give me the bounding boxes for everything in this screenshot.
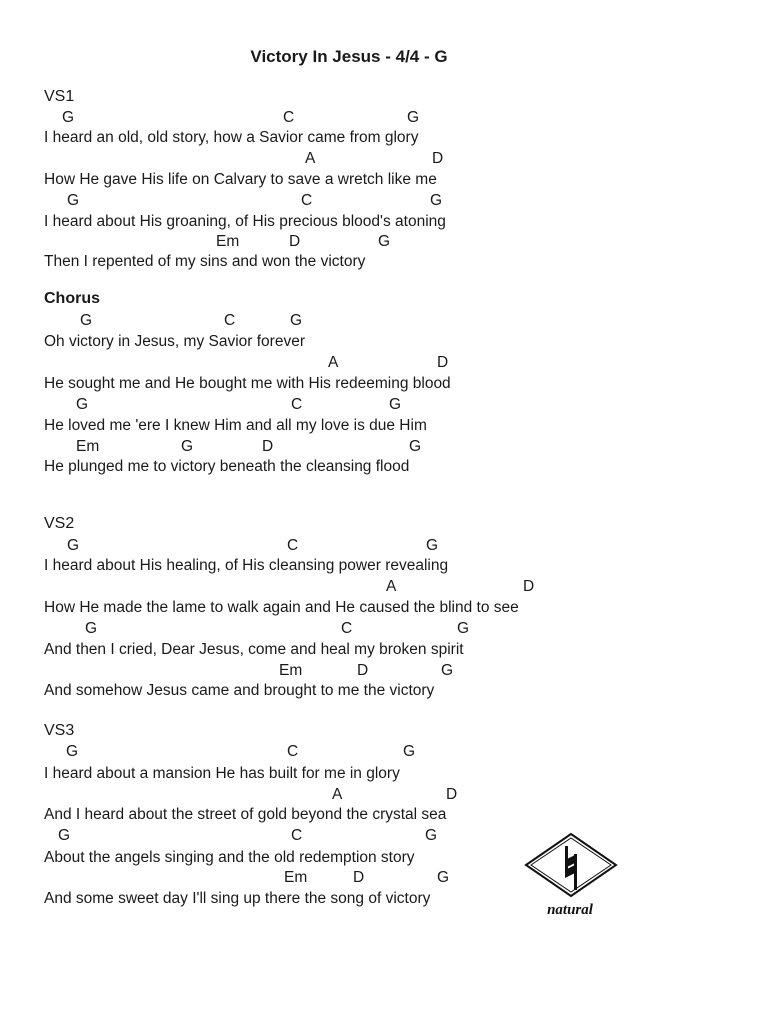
page-title: Victory In Jesus - 4/4 - G — [250, 47, 448, 66]
chord: Em — [76, 438, 100, 455]
chord: G — [441, 662, 454, 679]
chord: C — [291, 396, 303, 413]
chord: G — [389, 396, 402, 413]
chord: G — [409, 438, 422, 455]
lyric-line: I heard an old, old story, how a Savior came from glory — [44, 129, 419, 146]
chord: D — [446, 786, 458, 803]
chord: D — [357, 662, 369, 679]
chord: D — [262, 438, 274, 455]
lyric-line: Then I repented of my sins and won the victory — [44, 253, 366, 270]
chord: C — [224, 312, 236, 329]
chord: G — [425, 827, 438, 844]
chord: G — [58, 827, 71, 844]
chord: G — [403, 743, 416, 760]
chord: G — [378, 233, 391, 250]
chord: G — [457, 620, 470, 637]
lyric-line: And I heard about the street of gold beyond the crystal sea — [44, 806, 447, 823]
chord: D — [523, 578, 535, 595]
lyric-line: And some sweet day I'll sing up there the song of victory — [44, 890, 431, 907]
chord: Em — [284, 869, 308, 886]
chord: G — [426, 537, 439, 554]
lyric-line: About the angels singing and the old redemption story — [44, 849, 415, 866]
lyric-line: I heard about His groaning, of His precious blood's atoning — [44, 213, 446, 230]
lyric-line: Oh victory in Jesus, my Savior forever — [44, 333, 305, 350]
section-label: VS3 — [44, 722, 75, 739]
chord: G — [290, 312, 303, 329]
lyric-line: He loved me 'ere I knew Him and all my love is due Him — [44, 417, 427, 434]
chord: D — [437, 354, 449, 371]
chord: Em — [216, 233, 240, 250]
chord: G — [76, 396, 89, 413]
lyric-line: And then I cried, Dear Jesus, come and heal my broken spirit — [44, 641, 464, 658]
chord: A — [305, 150, 316, 167]
chord: G — [66, 743, 79, 760]
chord: G — [85, 620, 98, 637]
chord: C — [283, 109, 295, 126]
chord: G — [407, 109, 420, 126]
lyric-line: I heard about a mansion He has built for me in glory — [44, 765, 400, 782]
chord: G — [80, 312, 93, 329]
chord: G — [67, 192, 80, 209]
section-label: Chorus — [44, 290, 100, 307]
chord: G — [62, 109, 75, 126]
section-label: VS1 — [44, 88, 75, 105]
chord: C — [287, 537, 299, 554]
chord: G — [67, 537, 80, 554]
lyric-line: And somehow Jesus came and brought to me the victory — [44, 682, 435, 699]
natural-logo — [522, 832, 620, 922]
chord: A — [386, 578, 397, 595]
chord: D — [353, 869, 365, 886]
chord: A — [332, 786, 343, 803]
logo-text: natural — [547, 902, 593, 918]
chord: Em — [279, 662, 303, 679]
chord: C — [301, 192, 313, 209]
section-label: VS2 — [44, 515, 75, 532]
chord: D — [289, 233, 301, 250]
chord: D — [432, 150, 444, 167]
chord: G — [430, 192, 443, 209]
chord: A — [328, 354, 339, 371]
chord: C — [287, 743, 299, 760]
lyric-line: I heard about His healing, of His cleansing power revealing — [44, 557, 449, 574]
lyric-line: How He gave His life on Calvary to save a wretch like me — [44, 171, 437, 188]
chord: C — [341, 620, 353, 637]
lyric-line: How He made the lame to walk again and He caused the blind to see — [44, 599, 519, 616]
chord: G — [181, 438, 194, 455]
chord: C — [291, 827, 303, 844]
lyric-line: He plunged me to victory beneath the cleansing flood — [44, 458, 410, 475]
lyric-line: He sought me and He bought me with His redeeming blood — [44, 375, 451, 392]
chord: G — [437, 869, 450, 886]
natural-sign-icon — [526, 834, 616, 896]
